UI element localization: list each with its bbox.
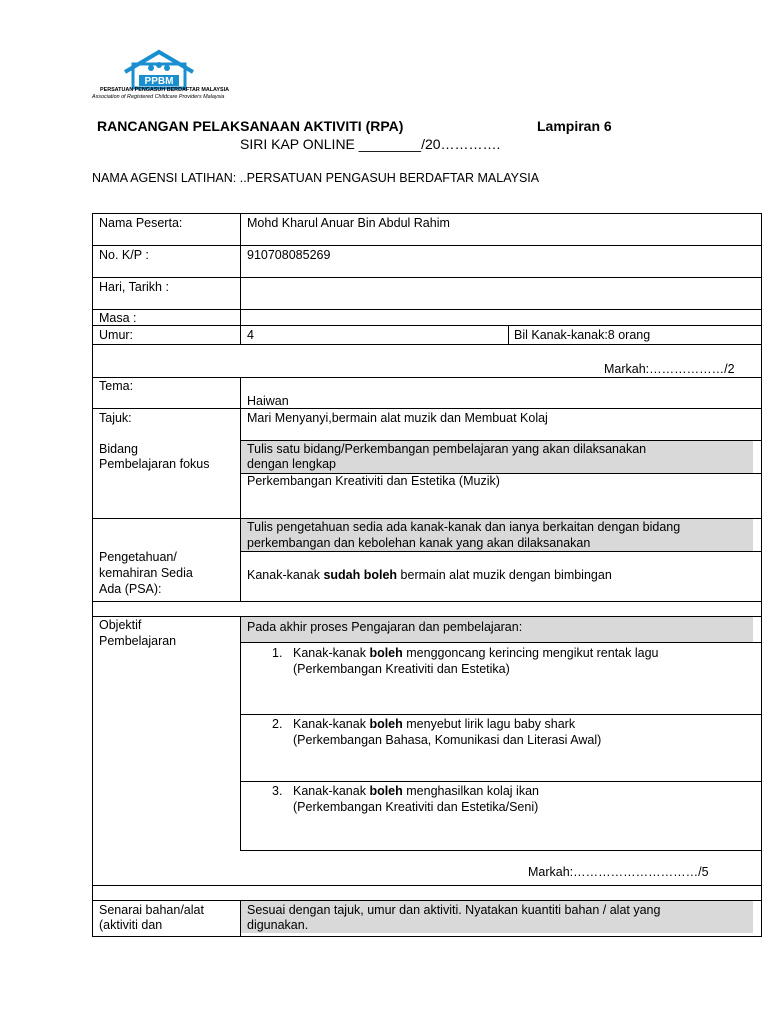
- objektif-item-1-num: 1.: [272, 646, 283, 660]
- agensi-label: NAMA AGENSI LATIHAN: ..PERSATUAN PENGASUH BERDAFTAR MALAYSIA: [92, 171, 540, 185]
- objektif-item-1-line2: (Perkembangan Kreativiti dan Estetika): [293, 662, 510, 676]
- tajuk-value: Mari Menyanyi,bermain alat muzik dan Membuat Kolaj: [247, 411, 548, 425]
- psa-hint-1: Tulis pengetahuan sedia ada kanak-kanak dan ianya berkaitan dengan bidang: [247, 520, 681, 534]
- bidang-label-2: Pembelajaran fokus: [99, 457, 210, 471]
- objektif-item-3-num: 3.: [272, 784, 283, 798]
- nama-value: Mohd Kharul Anuar Bin Abdul Rahim: [247, 216, 450, 230]
- logo-org-tagline: Association of Registered Childcare Providers Malaysia: [92, 94, 225, 100]
- psa-label-2: kemahiran Sedia: [99, 566, 193, 580]
- psa-label-3: Ada (PSA):: [99, 582, 162, 596]
- psa-value: Kanak-kanak sudah boleh bermain alat muzik dengan bimbingan: [247, 568, 612, 582]
- objektif-item-3-line2: (Perkembangan Kreativiti dan Estetika/Seni): [293, 800, 539, 814]
- nama-label: Nama Peserta:: [99, 216, 183, 230]
- objektif-hint: Pada akhir proses Pengajaran dan pembelajaran:: [247, 620, 523, 634]
- kp-value: 910708085269: [247, 248, 331, 262]
- logo-name: PPBM: [144, 76, 174, 87]
- objektif-label-2: Pembelajaran: [99, 634, 177, 648]
- senarai-hint-2: digunakan.: [247, 918, 309, 932]
- page-title: RANCANGAN PELAKSANAAN AKTIVITI (RPA): [97, 118, 404, 134]
- bidang-hint-2: dengan lengkap: [247, 457, 336, 471]
- tajuk-label: Tajuk:: [99, 411, 132, 425]
- objektif-item-1: Kanak-kanak boleh menggoncang kerincing mengikut rentak lagu: [293, 646, 659, 660]
- umur-label: Umur:: [99, 328, 134, 342]
- hari-label: Hari, Tarikh :: [99, 280, 169, 294]
- umur-value: 4: [247, 328, 254, 342]
- kp-label: No. K/P :: [99, 248, 149, 262]
- senarai-hint-1: Sesuai dengan tajuk, umur dan aktiviti. Nyatakan kuantiti bahan / alat yang: [247, 903, 661, 917]
- objektif-item-2-line2: (Perkembangan Bahasa, Komunikasi dan Literasi Awal): [293, 733, 602, 747]
- objektif-item-2: Kanak-kanak boleh menyebut lirik lagu baby shark: [293, 717, 576, 731]
- bidang-value: Perkembangan Kreativiti dan Estetika (Muzik): [247, 474, 500, 488]
- psa-hint-2: perkembangan dan kebolehan kanak yang akan dilaksanakan: [247, 536, 591, 550]
- bidang-label-1: Bidang: [99, 442, 138, 456]
- markah-1: Markah:………………/2: [604, 362, 735, 376]
- objektif-label-1: Objektif: [99, 618, 142, 632]
- lampiran-label: Lampiran 6: [537, 118, 612, 134]
- tema-label: Tema:: [99, 379, 134, 393]
- objektif-item-2-num: 2.: [272, 717, 283, 731]
- psa-label-1: Pengetahuan/: [99, 550, 177, 564]
- bil-kanak-label: Bil Kanak-kanak:8 orang: [514, 328, 651, 342]
- markah-2: Markah:…………………………/5: [528, 865, 709, 879]
- senarai-label-1: Senarai bahan/alat: [99, 903, 204, 917]
- objektif-item-3: Kanak-kanak boleh menghasilkan kolaj ikan: [293, 784, 539, 798]
- masa-label: Masa :: [99, 311, 137, 325]
- logo-org-name: PERSATUAN PENGASUH BERDAFTAR MALAYSIA: [100, 87, 229, 93]
- tema-value: Haiwan: [247, 394, 289, 408]
- psa-value-bold: sudah boleh: [323, 568, 398, 582]
- bidang-hint-1: Tulis satu bidang/Perkembangan pembelajaran yang akan dilaksanakan: [247, 442, 647, 456]
- siri-label: SIRI KAP ONLINE ________/20………….: [240, 136, 501, 152]
- senarai-label-2: (aktiviti dan: [99, 918, 163, 932]
